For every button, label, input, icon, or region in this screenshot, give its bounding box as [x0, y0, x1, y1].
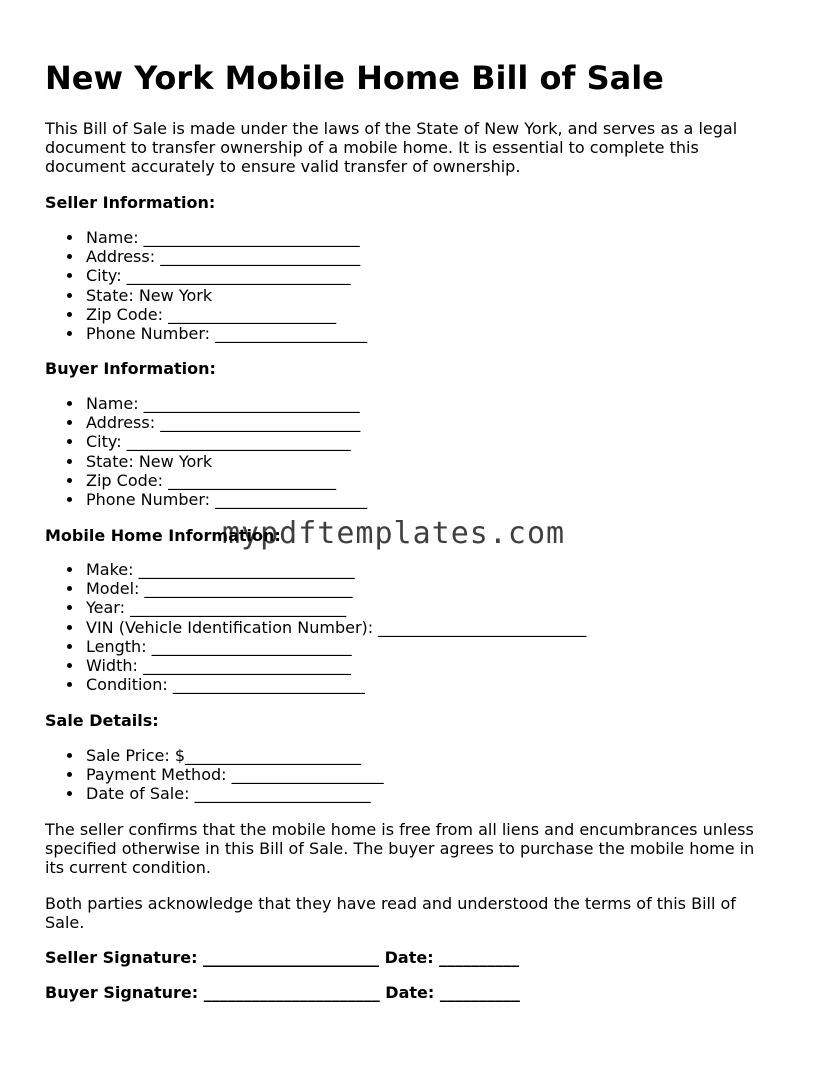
buyer-signature-line: Buyer Signature: ______________________ Date: __________	[45, 983, 520, 1002]
condition-field: Condition: ________________________	[45, 675, 586, 694]
seller-zip-field: Zip Code: _____________________	[45, 305, 367, 324]
mobile-home-fields-list	[45, 560, 586, 694]
mobile-home-heading: Mobile Home Information:	[45, 526, 281, 545]
width-field: Width: __________________________	[45, 656, 586, 675]
date-of-sale-field: Date of Sale: ______________________	[45, 784, 384, 803]
payment-method-field: Payment Method: ___________________	[45, 765, 384, 784]
sale-heading: Sale Details:	[45, 711, 159, 730]
seller-address-field: Address: _________________________	[45, 247, 367, 266]
seller-state-field: State: New York	[45, 286, 367, 305]
seller-phone-field: Phone Number: ___________________	[45, 324, 367, 343]
buyer-name-field: Name: ___________________________	[45, 394, 367, 413]
make-field: Make: ___________________________	[45, 560, 586, 579]
buyer-zip-field: Zip Code: _____________________	[45, 471, 367, 490]
length-field: Length: _________________________	[45, 637, 586, 656]
buyer-heading: Buyer Information:	[45, 359, 216, 378]
intro-paragraph: This Bill of Sale is made under the laws of the State of New York, and serves as a legal document to transfer ownership of a mobile home. It is essential to complete this document accurately to ensure valid transfer of ownership.	[45, 119, 738, 176]
liens-paragraph: The seller confirms that the mobile home is free from all liens and encumbrances unless specified otherwise in this Bill of Sale. The buyer agrees to purchase the mobile home in its current condition.	[45, 820, 755, 877]
seller-name-field: Name: ___________________________	[45, 228, 367, 247]
buyer-address-field: Address: _________________________	[45, 413, 367, 432]
seller-city-field: City: ____________________________	[45, 266, 367, 285]
vin-field: VIN (Vehicle Identification Number): __________________________	[45, 618, 586, 637]
document-title: New York Mobile Home Bill of Sale	[45, 59, 664, 97]
seller-fields-list	[45, 228, 367, 343]
buyer-phone-field: Phone Number: ___________________	[45, 490, 367, 509]
seller-heading: Seller Information:	[45, 193, 216, 212]
seller-signature-line: Seller Signature: ______________________ Date: __________	[45, 948, 520, 967]
buyer-state-field: State: New York	[45, 452, 367, 471]
year-field: Year: ___________________________	[45, 598, 586, 617]
sale-fields-list	[45, 746, 384, 804]
model-field: Model: __________________________	[45, 579, 586, 598]
buyer-city-field: City: ____________________________	[45, 432, 367, 451]
watermark-text: mypdftemplates.com	[222, 516, 566, 551]
buyer-fields-list	[45, 394, 367, 509]
acknowledgement-paragraph: Both parties acknowledge that they have read and understood the terms of this Bill of Sale.	[45, 894, 736, 932]
sale-price-field: Sale Price: $______________________	[45, 746, 384, 765]
